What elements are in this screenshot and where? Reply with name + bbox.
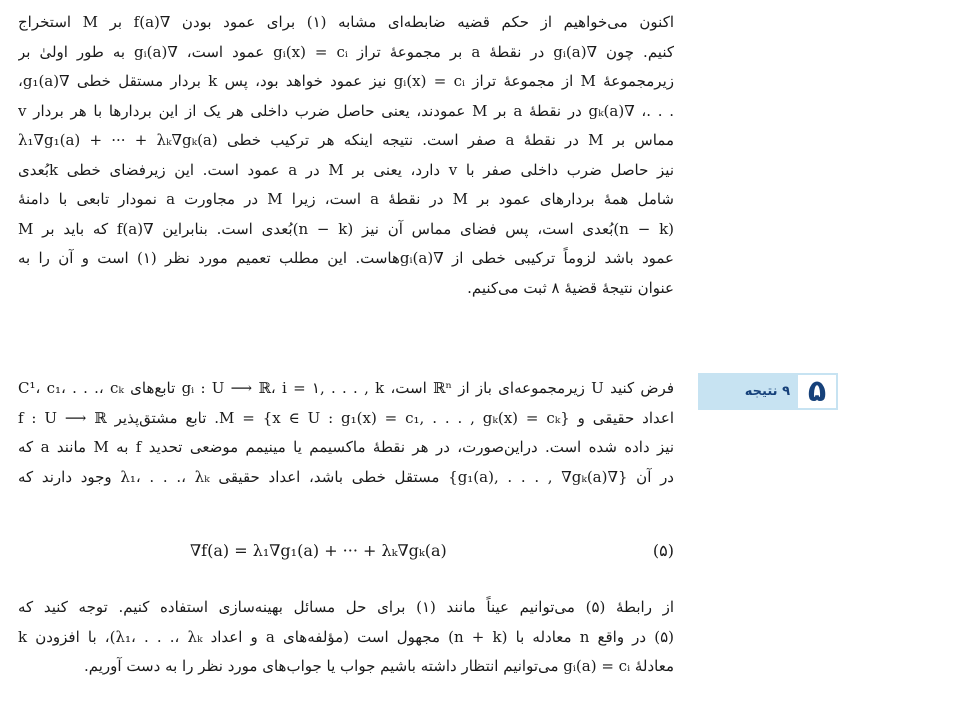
text-line: عنوان نتیجهٔ قضیهٔ ۸ ثبت می‌کنیم. <box>467 278 674 297</box>
text-line: کنیم. چون ∇gᵢ(a) در نقطهٔ a بر مجموعهٔ تراز gᵢ(x) = cᵢ عمود است، ∇gᵢ(a) به طور اولیٰ بر <box>18 42 674 61</box>
text-line: (۵) در واقع n معادله با (n + k) مجهول است (مؤلفه‌های a و اعداد λ₁، . . .، λₖ)، با افزودن k <box>18 627 674 646</box>
text-line: (n − k)بُعدی است، پس فضای مماس آن نیز (n − k)بُعدی است. بنابراین ∇f(a) که باید بر M <box>18 219 674 238</box>
text-line: نیز داده شده است. دراین‌صورت، در هر نقطهٔ ماکسیمم یا مینیمم موضعی تحدید f به M مانند a که <box>18 438 674 456</box>
paragraph-usage <box>18 593 674 682</box>
text-line: معادلهٔ gᵢ(a) = cᵢ می‌توانیم انتظار داشته باشیم جواب یا جواب‌های مورد نظر را به دست آوریم. <box>83 657 674 675</box>
paragraph-result-statement <box>18 374 674 492</box>
text-line: . . .، ∇gₖ(a) در نقطهٔ a بر M عمودند، یعنی حاصل ضرب داخلی هر یک از این بردارها با هر بردار v <box>18 101 674 120</box>
text-line: اعداد حقیقی و M = {x ∈ U : g₁(x) = c₁, . . . , gₖ(x) = cₖ}. تابع مشتق‌پذیر f : U ⟶ ℝ <box>18 408 674 427</box>
text-line: نیز حاصل ضرب داخلی صفر با v دارد، یعنی بر M در a عمود است. این زیرفضای خطی k‌بُعدی <box>18 160 674 179</box>
text-line: زیرمجموعهٔ M از مجموعهٔ تراز gᵢ(x) = cᵢ نیز عمود خواهد بود، پس k بردار مستقل خطی ∇g₁(a)، <box>18 72 674 90</box>
result-heading-box <box>698 373 838 410</box>
text-line: عمود باشد لزوماً ترکیبی خطی از ∇gᵢ(a)هاست. این مطلب تعمیم مورد نظر (۱) است و آن را به <box>18 249 674 267</box>
equation-5 <box>18 536 674 566</box>
result-label: ۹ نتیجه <box>744 384 790 399</box>
text-line: در آن {∇g₁(a), . . . , ∇gₖ(a)} مستقل خطی باشد، اعداد حقیقی λ₁، . . .، λₖ وجود دارند که <box>18 467 674 486</box>
equation-formula: ∇f(a) = λ₁∇g₁(a) + ··· + λₖ∇gₖ(a) <box>190 541 447 560</box>
equation-number: (۵) <box>652 541 674 560</box>
text-line: اکنون می‌خواهیم از حکم قضیه ضابطه‌ای مشابه (۱) برای عمود بودن ∇f(a) بر M استخراج <box>18 13 674 31</box>
result-number: ۵ <box>798 375 836 408</box>
text-line: از رابطهٔ (۵) می‌توانیم عیناً مانند (۱) برای حل مسائل بهینه‌سازی استفاده کنیم. توجه کنید که <box>18 598 674 616</box>
paragraph-intro <box>18 8 674 303</box>
text-line: فرض کنید U زیرمجموعه‌ای باز از ℝⁿ است، gᵢ : U ⟶ ℝ، i = ۱, . . . , k تابع‌های C¹، c₁، . . .، cₖ <box>18 379 674 397</box>
text-line: شامل همهٔ بردارهای عمود بر M در نقطهٔ a است، زیرا M در مجاورت a نمودار تابعی با دامنهٔ <box>18 190 674 208</box>
text-line: مماس بر M در نقطهٔ a صفر است. نتیجه اینکه هر ترکیب خطی λ₁∇g₁(a) + ··· + λₖ∇gₖ(a) <box>18 131 674 149</box>
